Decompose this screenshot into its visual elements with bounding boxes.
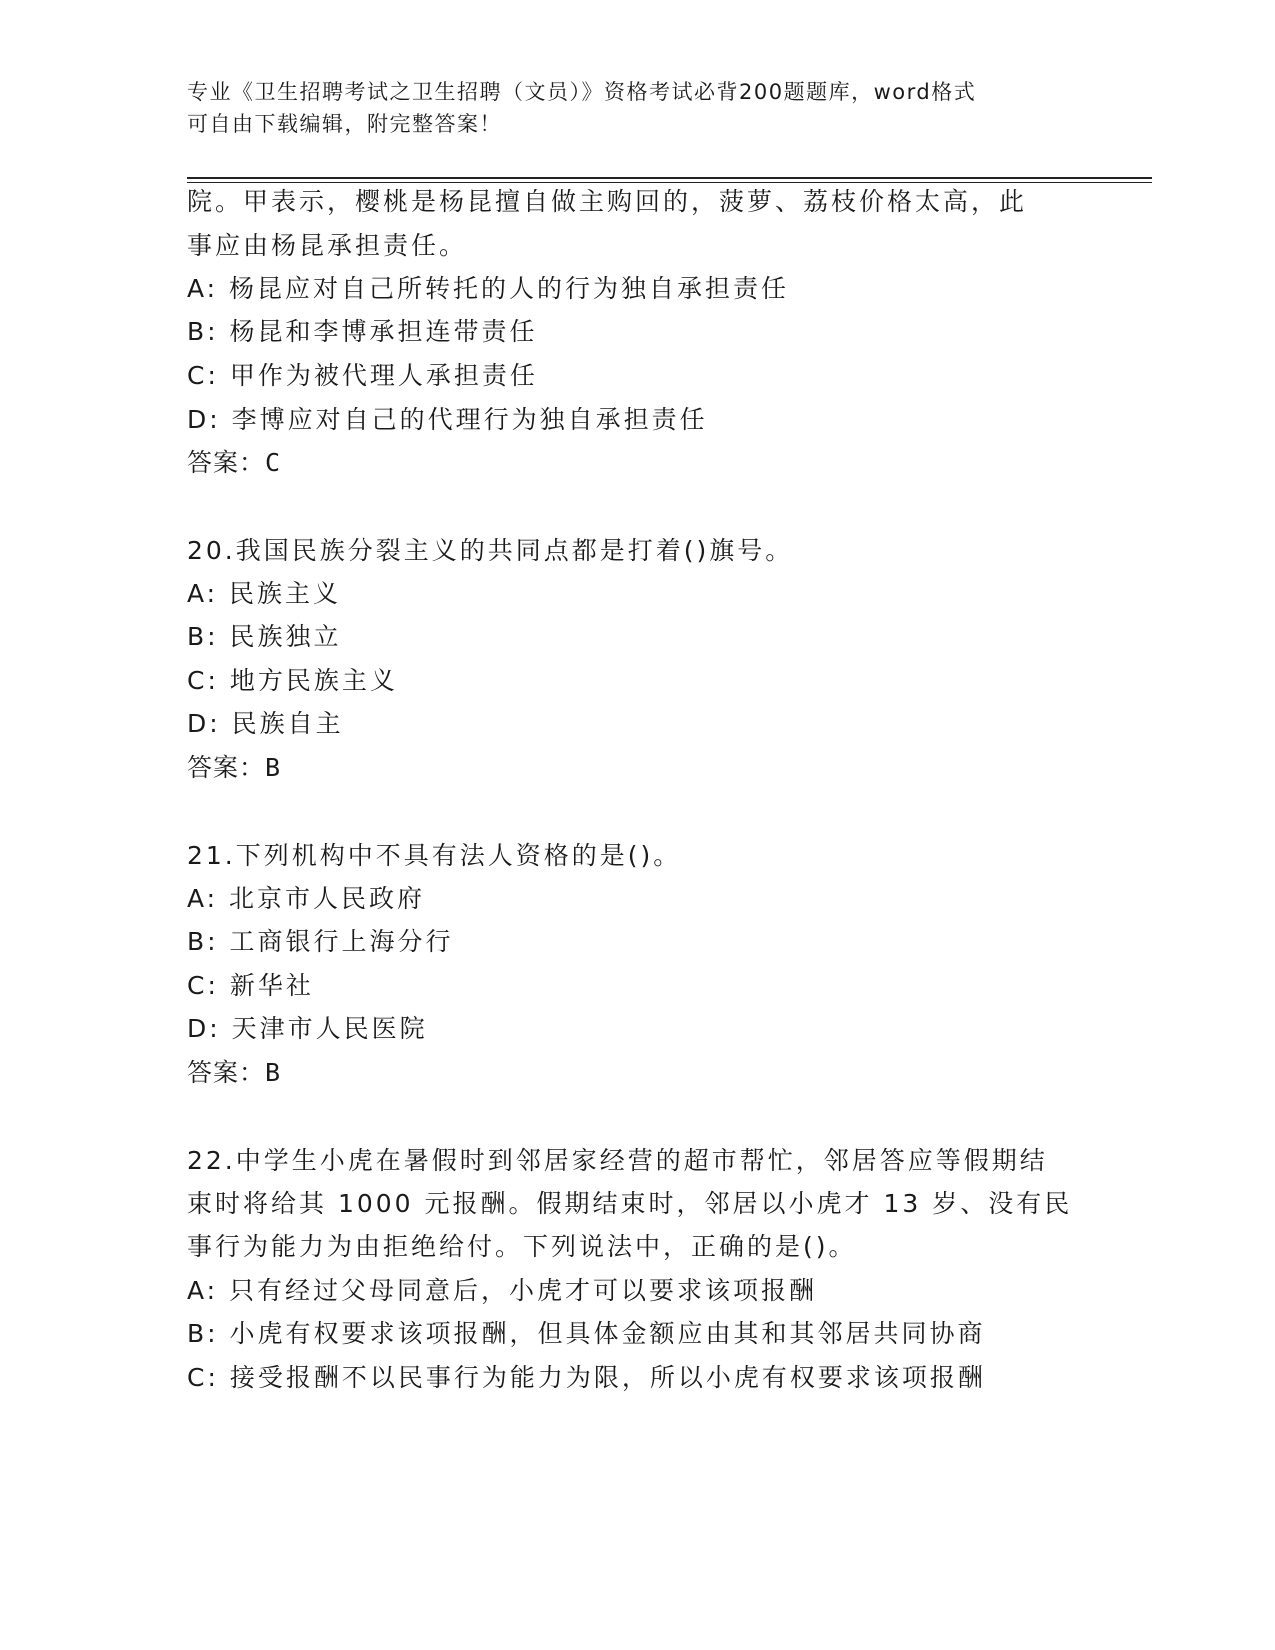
q20-option-c: C: 地方民族主义 [187, 666, 398, 695]
q19-option-c: C: 甲作为被代理人承担责任 [187, 361, 538, 390]
q22-stem-line-1: 22.中学生小虎在暑假时到邻居家经营的超市帮忙，邻居答应等假期结 [187, 1146, 1048, 1175]
q19-option-d: D: 李博应对自己的代理行为独自承担责任 [187, 405, 708, 434]
header-line-1: 专业《卫生招聘考试之卫生招聘（文员）》资格考试必背200题题库，word格式 [187, 80, 977, 104]
header-divider-thin [187, 182, 1152, 183]
q19-option-b: B: 杨昆和李博承担连带责任 [187, 317, 538, 346]
document-header [187, 76, 1087, 140]
q21-stem: 21.下列机构中不具有法人资格的是()。 [187, 841, 682, 870]
header-line-2: 可自由下载编辑，附完整答案！ [187, 112, 502, 136]
q21-option-a: A: 北京市人民政府 [187, 884, 426, 913]
q20-option-d: D: 民族自主 [187, 709, 344, 738]
q22-stem-line-3: 事行为能力为由拒绝给付。下列说法中，正确的是()。 [187, 1232, 857, 1261]
q22-option-a: A: 只有经过父母同意后，小虎才可以要求该项报酬 [187, 1276, 818, 1305]
q21-option-b: B: 工商银行上海分行 [187, 927, 454, 956]
answer-value: B [265, 753, 282, 782]
q22-option-b: B: 小虎有权要求该项报酬，但具体金额应由其和其邻居共同协商 [187, 1319, 986, 1348]
q19-answer [187, 448, 281, 478]
q20-stem: 20.我国民族分裂主义的共同点都是打着()旗号。 [187, 536, 794, 565]
q21-answer [187, 1058, 281, 1088]
q20-option-b: B: 民族独立 [187, 622, 342, 651]
answer-label: 答案： [187, 753, 266, 782]
q22-option-c: C: 接受报酬不以民事行为能力为限，所以小虎有权要求该项报酬 [187, 1363, 986, 1392]
answer-value: C [265, 448, 282, 477]
answer-label: 答案： [187, 448, 266, 477]
q19-option-a: A: 杨昆应对自己所转托的人的行为独自承担责任 [187, 274, 790, 303]
q21-option-d: D: 天津市人民医院 [187, 1014, 428, 1043]
q20-answer [187, 753, 281, 783]
q19-stem-line-1: 院。甲表示，樱桃是杨昆擅自做主购回的，菠萝、荔枝价格太高，此 [187, 187, 1028, 216]
q22-stem-line-2: 束时将给其 1000 元报酬。假期结束时，邻居以小虎才 13 岁、没有民 [187, 1189, 1073, 1218]
answer-label: 答案： [187, 1058, 266, 1087]
q19-stem-line-2: 事应由杨昆承担责任。 [187, 231, 468, 260]
q21-option-c: C: 新华社 [187, 971, 314, 1000]
answer-value: B [265, 1058, 282, 1087]
header-divider-thick [187, 177, 1152, 179]
q20-option-a: A: 民族主义 [187, 579, 342, 608]
